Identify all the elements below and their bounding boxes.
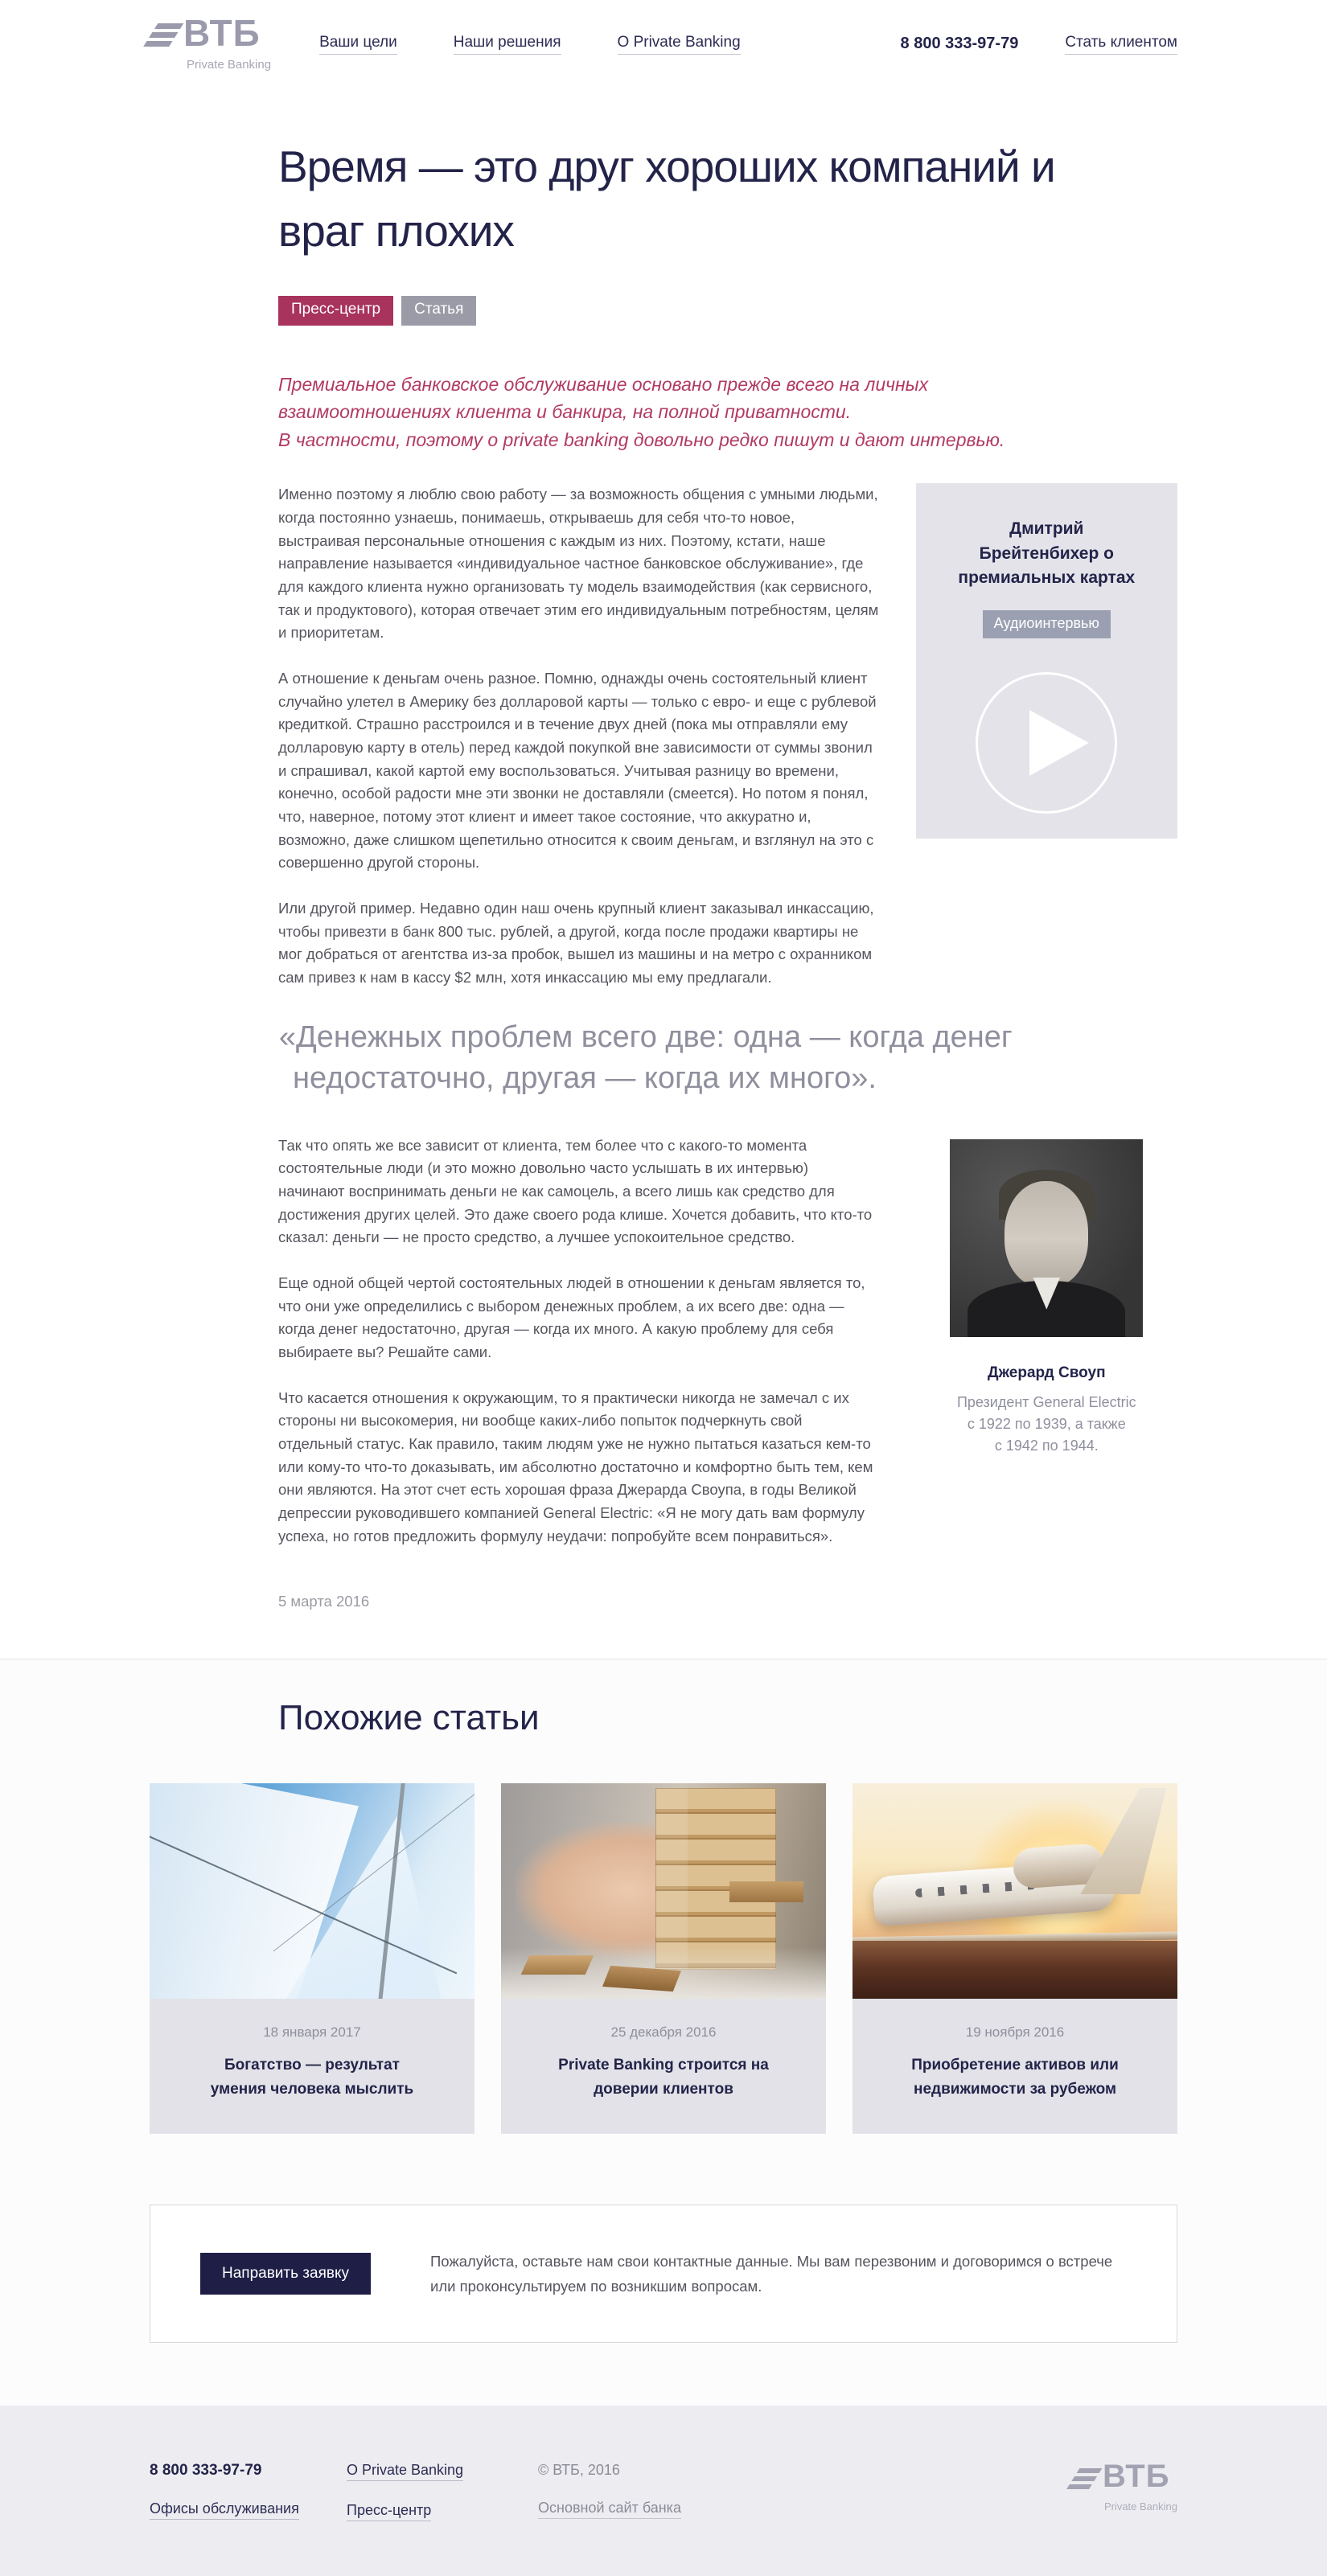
paragraph: Еще одной общей чертой состоятельных людей в отношении к деньгам является то, что они уже определились с выбором денежных проблем, а их всего две: одна — когда денег недостаточно, другая — когда их много. А какую проблему для себя выбираете вы? Решайте сами.: [278, 1274, 865, 1360]
card-date: 19 ноября 2016: [965, 2024, 1065, 2041]
lead-line-2: В частности, поэтому о private banking довольно редко пишут и дают интервью.: [278, 429, 1005, 451]
audio-interview-card-wrap: [916, 483, 1177, 839]
tag-article[interactable]: Статья: [401, 296, 476, 326]
footer-link-offices[interactable]: Офисы обслуживания: [150, 2500, 299, 2520]
audio-interview-card: [916, 483, 1177, 839]
caption-line: с 1942 по 1944.: [994, 1437, 1099, 1454]
article-title: Время — это друг хороших компаний и враг плохих: [278, 142, 1055, 256]
footer-logo-subtitle: Private Banking: [1103, 2500, 1177, 2513]
footer-vtb-logo[interactable]: [1072, 2459, 1177, 2513]
send-request-button[interactable]: Направить заявку: [200, 2253, 371, 2295]
caption-name: Джерард Своуп: [988, 1364, 1106, 1381]
contact-request-block: [150, 2205, 1177, 2343]
related-card-trust[interactable]: [501, 1783, 826, 2134]
vtb-logo-subtitle: Private Banking: [187, 58, 272, 72]
paragraph: Именно поэтому я люблю свою работу — за возможность общения с умными людьми, когда постоянно узнаешь, понимаешь, открываешь для себя что-то новое, выстраивая персональные отношения с каждым из них. Поэтому, кстати, наше направление называется «индивидуальное частное банковское обслуживание», где для каждого клиента нужно организовать ту модель взаимодействия (как сервисного, так и продуктового), которая отвечает этим его индивидуальным потребностям, целям и приоритетам.: [278, 486, 879, 642]
vtb-stripes-icon: [142, 23, 184, 50]
main-nav: [319, 34, 741, 55]
header-phone[interactable]: 8 800 333-97-79: [900, 35, 1019, 53]
footer-link-about[interactable]: О Private Banking: [347, 2462, 463, 2481]
portrait-column: [916, 1134, 1177, 1457]
gerard-swope-photo: [950, 1139, 1143, 1337]
card-title: Приобретение активов или недвижимости за рубежом: [911, 2057, 1119, 2098]
related-heading: Похожие статьи: [278, 1698, 540, 1738]
nav-link-about[interactable]: О Private Banking: [618, 34, 741, 55]
card-info: [150, 1999, 475, 2134]
audio-card-title: Дмитрий Брейтенбихер о премиальных картах: [958, 519, 1136, 588]
photo-caption: [916, 1364, 1177, 1457]
sailboat-image: [150, 1783, 475, 1999]
lead-line-1: Премиальное банковское обслуживание основано прежде всего на личных взаимоотношениях клиента и банкира, на полной приватности.: [278, 373, 929, 423]
footer-link-press[interactable]: Пресс-центр: [347, 2502, 431, 2521]
paragraph: А отношение к деньгам очень разное. Помню, однажды очень состоятельный клиент случайно улетел в Америку без долларовой карты — только с евро- и еще с рублевой кредиткой. Страшно расстроился и в течение двух дней (пока мы отправляли ему долларовую карту в отель) перед каждой покупкой вне зависимости от суммы звонил и спрашивал, какой картой ему воспользоваться. Учитывая разницу во времени, конечно, особой радости мне эти звонки не доставляли (смеется). Но потом я понял, что, наверное, потому этот клиент и имеет такое состояние, что аккуратно и, возможно, даже слишком щепетильно относится к своим деньгам, и взглянул на это с совершенно другой стороны.: [278, 670, 877, 872]
article: [0, 88, 1327, 1659]
related-card-assets[interactable]: [852, 1783, 1177, 2134]
card-info: [501, 1999, 826, 2134]
article-date: 5 марта 2016: [278, 1593, 370, 1610]
card-info: [852, 1999, 1177, 2134]
related-card-wealth[interactable]: [150, 1783, 475, 2134]
footer-copyright: © ВТБ, 2016: [538, 2462, 620, 2479]
paragraph: Что касается отношения к окружающим, то я практически никогда не замечал с их стороны ни высокомерия, ни вообще каких-либо попыток подчеркнуть свой отдельный статус. Как правило, таким людям уже не нужно пытаться казаться кем-то или кому-то что-то доказывать, им абсолютно достаточно и комфортно быть тем, кем они являются. На этот счет есть хорошая фраза Джерарда Своупа, в годы Великой депрессии руководившего компанией General Electric: «Я не могу дать вам формулу успеха, но готов предложить формулу неудачи: попробуйте всем понравиться».: [278, 1388, 873, 1544]
become-client-link[interactable]: Стать клиентом: [1065, 34, 1177, 55]
vtb-stripes-icon: [1065, 2468, 1103, 2492]
article-body-bottom: [278, 1134, 879, 1571]
vtb-logo[interactable]: [150, 11, 272, 72]
related-cards: [150, 1783, 1177, 2134]
footer-phone[interactable]: 8 800 333-97-79: [150, 2462, 262, 2480]
private-jet-image: [852, 1783, 1177, 1999]
card-title: Богатство — результат умения человека мыслить: [210, 2057, 414, 2098]
paragraph: Так что опять же все зависит от клиента, тем более что с какого-то момента состоятельные люди (и это можно довольно часто услышать в их интервью) начинают воспринимать деньги не как самоцель, а всего лишь как средство для достижения других целей. Это даже своего рода клише. Хочется добавить, что кто-то сказал: деньги — не просто средство, а лучшее успокоительное средство.: [278, 1136, 873, 1246]
play-icon[interactable]: [976, 672, 1117, 814]
caption-line: Президент General Electric: [956, 1393, 1136, 1410]
article-lead: [278, 371, 1058, 455]
footer-link-main-site[interactable]: Основной сайт банка: [538, 2500, 681, 2519]
related-articles-section: [0, 1659, 1327, 2406]
card-date: 18 января 2017: [263, 2024, 361, 2041]
paragraph: Или другой пример. Недавно один наш очень крупный клиент заказывал инкассацию, чтобы привезти в банк 800 тыс. рублей, а другой, когда после продажи квартиры не мог добраться от агентства из-за пробок, вышел из машины и на метро с охранником сам привез к нам в кассу $2 млн, хотя инкассацию мы ему предлагали.: [278, 900, 874, 987]
site-footer: [0, 2406, 1327, 2576]
contact-request-text: Пожалуйста, оставьте нам свои контактные данные. Мы вам перезвоним и договоримся о встрече или проконсультируем по возникшим вопросам.: [430, 2252, 1113, 2295]
article-tags: [278, 296, 1177, 326]
card-date: 25 декабря 2016: [610, 2024, 717, 2041]
card-title: Private Banking строится на доверии клиентов: [558, 2057, 769, 2098]
audio-badge: Аудиоинтервью: [983, 610, 1111, 638]
caption-line: с 1922 по 1939, а также: [967, 1415, 1126, 1432]
article-body-top: [278, 483, 879, 1011]
tag-press-center[interactable]: Пресс-центр: [278, 296, 393, 326]
footer-logo-text: ВТБ: [1102, 2459, 1170, 2495]
vtb-logo-text: ВТБ: [183, 11, 261, 54]
nav-link-solutions[interactable]: Наши решения: [454, 34, 561, 55]
nav-link-goals[interactable]: Ваши цели: [319, 34, 397, 55]
pull-quote: «Денежных проблем всего две: одна — когда денег недостаточно, другая — когда их много».: [278, 1019, 1013, 1095]
site-header: [0, 0, 1327, 88]
wooden-blocks-image: [501, 1783, 826, 1999]
